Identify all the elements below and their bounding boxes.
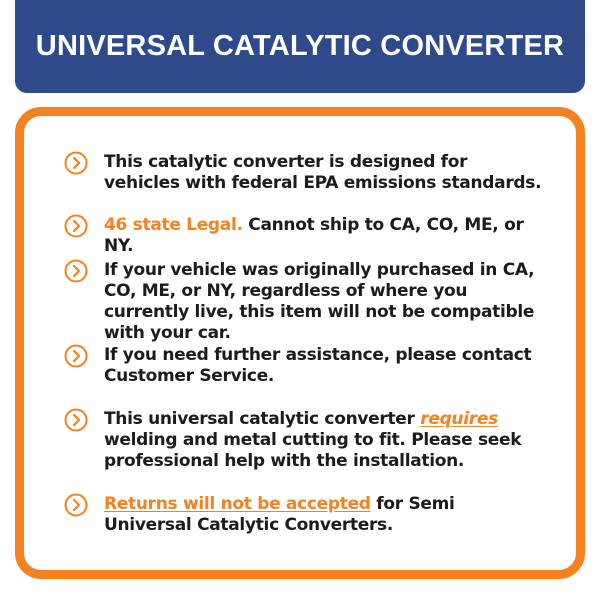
list-item — [64, 215, 544, 257]
list-item-text — [104, 494, 544, 536]
list-item-text-after: welding and metal cutting to fit. Please seek professional help with the installation. — [104, 430, 522, 471]
list-item-text — [104, 215, 544, 257]
chevron-right-circle-icon — [64, 408, 88, 432]
info-card — [15, 107, 585, 579]
list-item — [64, 260, 544, 344]
chevron-right-circle-icon — [64, 151, 88, 175]
list-item-text-before: This universal catalytic converter — [104, 409, 421, 429]
chevron-right-circle-icon — [64, 259, 88, 283]
list-item — [64, 152, 544, 194]
list-item — [64, 345, 544, 387]
list-item — [64, 409, 544, 472]
legal-highlight: 46 state Legal. — [104, 215, 243, 235]
list-item-text: This catalytic converter is designed for vehicles with federal EPA emissions standards. — [104, 152, 542, 193]
page-title: UNIVERSAL CATALYTIC CONVERTER — [35, 30, 565, 62]
info-list — [24, 116, 576, 570]
chevron-right-circle-icon — [64, 214, 88, 238]
list-item-text: If your vehicle was originally purchased in CA, CO, ME, or NY, regardless of where you currently live, this item will not be compatible with your car. — [104, 260, 535, 343]
header-banner — [15, 0, 585, 93]
list-item-text-rest: Cannot ship to CA, CO, ME, or NY. — [104, 215, 524, 256]
list-item-text: If you need further assistance, please contact Customer Service. — [104, 345, 532, 386]
list-item-text — [104, 409, 544, 472]
list-item — [64, 494, 544, 536]
list-item-text-after: for Semi Universal Catalytic Converters. — [104, 494, 455, 535]
chevron-right-circle-icon — [64, 344, 88, 368]
requires-link[interactable]: requires — [420, 409, 498, 429]
chevron-right-circle-icon — [64, 493, 88, 517]
returns-link[interactable]: Returns will not be accepted — [104, 494, 371, 514]
